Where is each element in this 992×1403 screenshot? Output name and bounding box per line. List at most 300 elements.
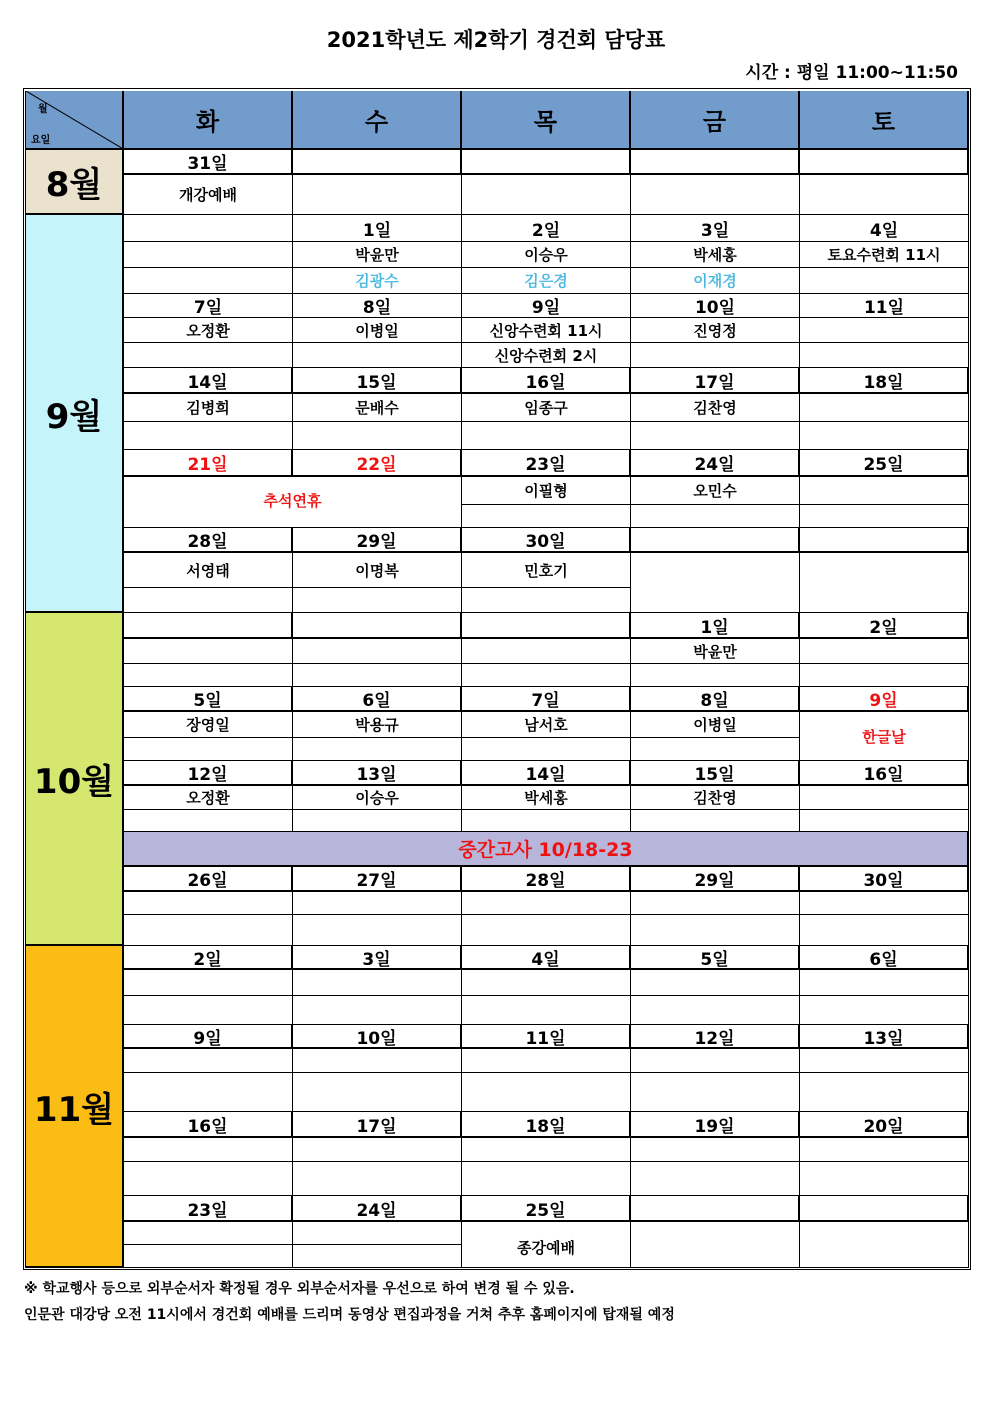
date-sep_w3-tue	[124, 368, 293, 394]
date-aug-sat	[800, 150, 969, 175]
name-nov_w2-sat	[800, 1049, 969, 1073]
name-sep_w5-tue	[124, 553, 293, 588]
date-oct_w1-tue	[124, 613, 293, 639]
date-nov_w3-tue-text: 16일	[187, 1116, 228, 1137]
date-nov_w4-thu-text: 25일	[525, 1200, 566, 1221]
date-nov_w4-wed	[293, 1196, 462, 1222]
name-nov_w3-fri	[631, 1162, 800, 1196]
date-oct_w3-thu	[462, 761, 631, 786]
name-aug-fri	[631, 175, 800, 215]
date-oct_w2-fri	[631, 687, 800, 712]
corner-cell	[25, 91, 124, 150]
date-sep_w2-wed	[293, 294, 462, 318]
date-nov_w4-thu	[462, 1196, 631, 1222]
name-sep_w4-sat	[800, 477, 969, 505]
date-oct_w5-tue	[124, 867, 293, 892]
name-sep_w2-sat	[800, 318, 969, 343]
date-nov_w1-fri-text: 5일	[700, 949, 729, 970]
date-oct_w2-sat-text: 9일	[869, 691, 898, 711]
name-sep_w5-wed	[293, 553, 462, 588]
month-label-1-text: 8월	[45, 165, 103, 205]
name-nov_w1-thu	[462, 996, 631, 1025]
day-header-3-text: 목	[533, 108, 558, 136]
name-oct_w1-sat	[800, 639, 969, 664]
date-sep_w5-tue-text: 28일	[187, 532, 228, 552]
month-label-3	[25, 613, 124, 946]
name-sep_w1-fri	[631, 242, 800, 268]
date-nov_w1-tue-text: 2일	[193, 949, 222, 970]
date-oct_w3-fri	[631, 761, 800, 786]
name-sep_w2-wed	[293, 343, 462, 368]
date-oct_w3-sat	[800, 761, 969, 786]
name-nov_w3-sat	[800, 1138, 969, 1162]
name-sep_w3-fri	[631, 422, 800, 450]
empty-nov_w4-wed-2	[293, 1245, 462, 1268]
name-oct_w2-fri	[631, 712, 800, 738]
date-sep_w2-sat-text: 11일	[863, 298, 905, 318]
name-oct_w3-thu-text: 박세홍	[524, 789, 568, 807]
day-header-5-text: 토	[871, 108, 896, 136]
date-sep_w4-tue	[124, 450, 293, 477]
date-nov_w2-tue	[124, 1025, 293, 1049]
name-nov_w3-wed	[293, 1138, 462, 1162]
date-nov_w3-wed-text: 17일	[356, 1116, 397, 1137]
date-oct_w2-wed	[293, 687, 462, 712]
date-sep_w1-sat-text: 4일	[869, 220, 899, 241]
date-sep_w4-tue-text: 21일	[187, 455, 228, 475]
name-sep_w2-thu	[462, 343, 631, 368]
name-sep_w2-thu-text: 신앙수련회 2시	[494, 346, 598, 365]
name-oct_w3-wed-text: 이승우	[355, 789, 399, 807]
date-sep_w1-thu-text: 2일	[531, 220, 561, 241]
name-sep_w2-fri	[631, 343, 800, 368]
date-nov_w3-sat-text: 20일	[863, 1116, 904, 1137]
date-nov_w4-fri	[631, 1196, 800, 1222]
name-sep_w3-thu	[462, 422, 631, 450]
date-sep_w2-wed-text: 8일	[362, 298, 392, 318]
date-sep_w5-tue	[124, 528, 293, 553]
name-sep_w3-wed	[293, 394, 462, 422]
name-sep_w4-fri	[631, 477, 800, 505]
name-sep_w3-tue-text: 김병희	[186, 399, 230, 417]
name-sep_w3-tue	[124, 394, 293, 422]
page-title: 2021학년도 제2학기 경건회 담당표	[326, 28, 666, 52]
date-aug-thu	[462, 150, 631, 175]
holiday-hangeul-text: 한글날	[862, 727, 906, 746]
name-oct_w5-tue	[124, 892, 293, 915]
date-oct_w3-tue-text: 12일	[187, 765, 228, 785]
name-sep_w1-sat	[800, 268, 969, 294]
name-aug-wed	[293, 175, 462, 215]
date-oct_w1-sat	[800, 613, 969, 639]
name-sep_w1-fri-text: 박세홍	[693, 246, 737, 264]
date-sep_w2-fri-text: 10일	[694, 298, 736, 318]
empty-nov_w4-fri	[631, 1222, 800, 1268]
name-oct_w2-wed	[293, 712, 462, 738]
date-sep_w1-wed-text: 1일	[362, 220, 392, 241]
date-sep_w1-fri	[631, 215, 800, 242]
name-aug-tue	[124, 175, 293, 215]
name-sep_w3-thu-text: 임종구	[524, 399, 568, 417]
date-nov_w2-fri-text: 12일	[694, 1028, 735, 1049]
date-aug-tue-text: 31일	[187, 154, 228, 174]
date-oct_w2-tue	[124, 687, 293, 712]
date-nov_w2-thu-text: 11일	[525, 1028, 566, 1049]
day-header-3	[462, 91, 631, 150]
name-nov_w1-wed	[293, 970, 462, 996]
date-oct_w3-tue	[124, 761, 293, 786]
name-oct_w5-wed	[293, 892, 462, 915]
date-oct_w3-fri-text: 15일	[694, 765, 735, 785]
date-oct_w2-thu	[462, 687, 631, 712]
name-nov_w1-thu	[462, 970, 631, 996]
name-nov_w2-wed	[293, 1049, 462, 1073]
name-oct_w1-sat	[800, 664, 969, 687]
date-nov_w2-wed-text: 10일	[356, 1028, 397, 1049]
date-sep_w1-sat	[800, 215, 969, 242]
date-nov_w1-thu	[462, 946, 631, 970]
date-nov_w4-tue-text: 23일	[187, 1200, 228, 1221]
name-sep_w4-thu	[462, 477, 631, 505]
date-sep_w5-wed	[293, 528, 462, 553]
name-oct_w1-thu	[462, 639, 631, 664]
date-sep_w3-fri-text: 17일	[694, 372, 735, 393]
name-sep_w2-wed	[293, 318, 462, 343]
name-nov_w1-tue	[124, 996, 293, 1025]
day-header-4-text: 금	[702, 108, 727, 136]
name-oct_w2-tue	[124, 712, 293, 738]
name-oct_w3-fri	[631, 786, 800, 810]
date-oct_w5-wed	[293, 867, 462, 892]
date-oct_w1-thu	[462, 613, 631, 639]
name-sep_w3-sat	[800, 422, 969, 450]
date-sep_w5-wed-text: 29일	[356, 532, 397, 552]
name-oct_w5-sat	[800, 915, 969, 946]
date-sep_w5-thu	[462, 528, 631, 553]
name-oct_w5-wed	[293, 915, 462, 946]
empty-nov_w4-wed	[293, 1222, 462, 1245]
name-sep_w4-sat	[800, 505, 969, 528]
name-sep_w4-fri	[631, 505, 800, 528]
name-oct_w3-sat	[800, 810, 969, 832]
date-nov_w1-thu-text: 4일	[531, 949, 560, 970]
date-nov_w1-fri	[631, 946, 800, 970]
date-nov_w4-tue	[124, 1196, 293, 1222]
date-sep_w4-sat-text: 25일	[863, 455, 904, 475]
name-sep_w1-fri-text: 이재경	[693, 272, 737, 290]
date-nov_w1-wed	[293, 946, 462, 970]
name-nov_w3-thu	[462, 1138, 631, 1162]
day-header-1	[124, 91, 293, 150]
name-nov_w1-sat	[800, 996, 969, 1025]
name-nov_w1-wed	[293, 996, 462, 1025]
name-sep_w1-wed-text: 김광수	[355, 272, 399, 290]
name-oct_w3-tue-text: 오정환	[186, 789, 230, 807]
name-oct_w3-tue	[124, 786, 293, 810]
name-oct_w2-thu-text: 남서호	[524, 716, 568, 734]
name-nov_w3-fri	[631, 1138, 800, 1162]
date-oct_w5-thu	[462, 867, 631, 892]
name-oct_w5-thu	[462, 892, 631, 915]
month-label-4-text: 11월	[33, 1089, 115, 1130]
name-oct_w5-tue	[124, 915, 293, 946]
date-nov_w3-fri	[631, 1112, 800, 1138]
holiday-chuseok	[124, 477, 462, 528]
name-nov_w3-wed	[293, 1162, 462, 1196]
name-oct_w5-sat	[800, 892, 969, 915]
date-sep_w5-sat	[800, 528, 969, 553]
date-sep_w4-wed-text: 22일	[356, 455, 397, 475]
date-sep_w2-tue	[124, 294, 293, 318]
name-sep_w4-thu	[462, 505, 631, 528]
name-nov_w3-tue	[124, 1162, 293, 1196]
date-nov_w3-fri-text: 19일	[694, 1116, 735, 1137]
date-sep_w1-wed	[293, 215, 462, 242]
date-aug-tue	[124, 150, 293, 175]
name-oct_w5-thu	[462, 915, 631, 946]
name-sep_w1-thu	[462, 268, 631, 294]
name-oct_w3-fri-text: 김찬영	[693, 789, 737, 807]
name-oct_w1-tue	[124, 664, 293, 687]
name-sep_w2-wed-text: 이병일	[355, 321, 399, 340]
name-sep_w2-fri-text: 진영정	[693, 321, 737, 340]
empty-sep_w5-fri	[631, 553, 800, 613]
name-aug-sat	[800, 175, 969, 215]
name-nov_w1-tue	[124, 970, 293, 996]
date-sep_w3-fri	[631, 368, 800, 394]
empty-sep_w5-thu	[462, 588, 631, 613]
date-sep_w1-fri-text: 3일	[700, 220, 730, 241]
name-sep_w2-tue-text: 오정환	[186, 321, 230, 340]
footnote-1: ※ 학교행사 등으로 외부순서자 확정될 경우 외부순서자를 우선으로 하여 변경 될 수 있음.	[24, 1281, 575, 1297]
date-oct_w1-wed	[293, 613, 462, 639]
name-nov_w2-wed	[293, 1073, 462, 1112]
date-oct_w2-wed-text: 6일	[362, 691, 391, 711]
month-label-4	[25, 946, 124, 1268]
day-header-2-text: 수	[364, 108, 389, 136]
name-sep_w3-tue	[124, 422, 293, 450]
date-sep_w3-thu	[462, 368, 631, 394]
name-oct_w1-wed	[293, 639, 462, 664]
date-sep_w5-fri	[631, 528, 800, 553]
name-nov_w3-sat	[800, 1162, 969, 1196]
date-nov_w3-thu-text: 18일	[525, 1116, 566, 1137]
name-nov_w2-sat	[800, 1073, 969, 1112]
date-sep_w4-wed	[293, 450, 462, 477]
month-label-2-text: 9월	[45, 396, 103, 437]
month-label-2	[25, 215, 124, 613]
date-sep_w2-thu-text: 9일	[531, 298, 561, 318]
name-sep_w1-thu-text: 김은경	[524, 272, 568, 290]
name-sep_w1-sat	[800, 242, 969, 268]
name-sep_w1-tue	[124, 268, 293, 294]
name-oct_w3-tue	[124, 810, 293, 832]
name-sep_w3-sat	[800, 394, 969, 422]
name-aug-tue-text: 개강예배	[179, 186, 237, 204]
name-nov_w2-tue	[124, 1049, 293, 1073]
name-nov_w3-thu	[462, 1162, 631, 1196]
empty-sep_w5-tue	[124, 588, 293, 613]
date-sep_w1-thu	[462, 215, 631, 242]
name-oct_w1-fri	[631, 639, 800, 664]
date-nov_w2-thu	[462, 1025, 631, 1049]
empty-nov_w4-sat	[800, 1222, 969, 1268]
date-sep_w2-thu	[462, 294, 631, 318]
day-header-4	[631, 91, 800, 150]
date-oct_w1-sat-text: 2일	[869, 617, 898, 638]
date-oct_w3-wed-text: 13일	[356, 765, 397, 785]
date-oct_w5-thu-text: 28일	[525, 871, 566, 891]
date-oct_w1-fri-text: 1일	[700, 617, 729, 638]
date-oct_w2-tue-text: 5일	[193, 691, 222, 711]
date-nov_w4-wed-text: 24일	[356, 1200, 397, 1221]
name-sep_w5-thu-text: 민호기	[524, 561, 568, 580]
name-sep_w1-wed	[293, 268, 462, 294]
date-aug-fri	[631, 150, 800, 175]
date-sep_w2-tue-text: 7일	[193, 298, 223, 318]
date-nov_w2-sat	[800, 1025, 969, 1049]
empty-nov_w4-tue-2	[124, 1245, 293, 1268]
date-sep_w2-fri	[631, 294, 800, 318]
day-header-1-text: 화	[195, 108, 220, 136]
empty-sep_w5-wed	[293, 588, 462, 613]
name-sep_w5-wed-text: 이명복	[355, 561, 399, 580]
name-oct_w1-thu	[462, 664, 631, 687]
date-nov_w2-fri	[631, 1025, 800, 1049]
date-nov_w3-sat	[800, 1112, 969, 1138]
date-nov_w3-tue	[124, 1112, 293, 1138]
name-nov_w2-thu	[462, 1073, 631, 1112]
name-nov_w2-fri	[631, 1073, 800, 1112]
name-sep_w4-fri-text: 오민수	[693, 482, 737, 500]
name-oct_w3-thu	[462, 786, 631, 810]
date-oct_w5-tue-text: 26일	[187, 871, 228, 891]
corner-day-label: 요일	[31, 135, 51, 146]
date-aug-wed	[293, 150, 462, 175]
date-oct_w3-wed	[293, 761, 462, 786]
date-sep_w3-wed	[293, 368, 462, 394]
date-sep_w3-sat	[800, 368, 969, 394]
date-nov_w1-sat-text: 6일	[869, 949, 898, 970]
name-aug-thu	[462, 175, 631, 215]
name-oct_w2-tue-text: 장영일	[186, 716, 230, 734]
name-sep_w2-tue	[124, 343, 293, 368]
name-sep_w3-fri-text: 김찬영	[693, 399, 737, 417]
name-sep_w3-wed	[293, 422, 462, 450]
name-sep_w3-wed-text: 문배수	[355, 399, 399, 417]
day-header-5	[800, 91, 969, 150]
date-nov_w2-sat-text: 13일	[863, 1028, 904, 1049]
name-sep_w3-fri	[631, 394, 800, 422]
name-oct_w5-fri	[631, 915, 800, 946]
date-oct_w5-sat	[800, 867, 969, 892]
day-header-2	[293, 91, 462, 150]
date-sep_w5-thu-text: 30일	[525, 532, 566, 552]
closing-worship	[462, 1222, 631, 1268]
date-sep_w3-sat-text: 18일	[863, 372, 904, 393]
name-oct_w2-fri-text: 이병일	[693, 716, 737, 734]
corner-month-label: 월	[38, 104, 48, 115]
name-oct_w3-sat	[800, 786, 969, 810]
name-sep_w2-sat	[800, 343, 969, 368]
date-oct_w2-sat	[800, 687, 969, 712]
name-sep_w1-wed	[293, 242, 462, 268]
date-sep_w1-tue	[124, 215, 293, 242]
date-oct_w2-fri-text: 8일	[700, 691, 729, 711]
date-sep_w3-tue-text: 14일	[187, 372, 228, 393]
date-sep_w4-sat	[800, 450, 969, 477]
name-oct_w2-tue	[124, 738, 293, 761]
name-oct_w2-thu	[462, 738, 631, 761]
date-sep_w4-thu	[462, 450, 631, 477]
name-sep_w5-thu	[462, 553, 631, 588]
holiday-chuseok-text: 추석연휴	[263, 491, 322, 510]
name-oct_w3-wed	[293, 786, 462, 810]
name-sep_w1-fri	[631, 268, 800, 294]
date-sep_w2-sat	[800, 294, 969, 318]
date-sep_w4-thu-text: 23일	[525, 455, 566, 475]
month-label-1	[25, 150, 124, 215]
date-nov_w3-thu	[462, 1112, 631, 1138]
date-sep_w3-wed-text: 15일	[356, 372, 397, 393]
name-sep_w1-thu	[462, 242, 631, 268]
name-oct_w2-fri	[631, 738, 800, 761]
midterm-banner	[124, 832, 969, 867]
date-sep_w3-thu-text: 16일	[525, 372, 566, 393]
name-sep_w5-tue-text: 서영태	[186, 561, 230, 580]
name-sep_w3-thu	[462, 394, 631, 422]
date-nov_w1-wed-text: 3일	[362, 949, 391, 970]
name-sep_w2-thu-text: 신앙수련회 11시	[489, 321, 603, 340]
date-nov_w1-sat	[800, 946, 969, 970]
date-oct_w1-fri	[631, 613, 800, 639]
name-oct_w1-wed	[293, 664, 462, 687]
name-oct_w3-wed	[293, 810, 462, 832]
date-nov_w2-tue-text: 9일	[193, 1028, 222, 1049]
name-sep_w1-sat-text: 토요수련회 11시	[827, 246, 941, 264]
name-sep_w1-wed-text: 박윤만	[355, 246, 399, 264]
month-label-3-text: 10월	[33, 762, 115, 802]
name-nov_w1-fri	[631, 996, 800, 1025]
date-nov_w3-wed	[293, 1112, 462, 1138]
name-nov_w1-fri	[631, 970, 800, 996]
date-oct_w5-fri	[631, 867, 800, 892]
name-sep_w2-fri	[631, 318, 800, 343]
name-nov_w2-tue	[124, 1073, 293, 1112]
name-oct_w5-fri	[631, 892, 800, 915]
date-nov_w1-tue	[124, 946, 293, 970]
name-nov_w2-fri	[631, 1049, 800, 1073]
date-nov_w2-wed	[293, 1025, 462, 1049]
name-oct_w1-tue	[124, 639, 293, 664]
date-oct_w3-sat-text: 16일	[863, 765, 904, 785]
date-nov_w4-sat	[800, 1196, 969, 1222]
name-sep_w1-tue	[124, 242, 293, 268]
holiday-hangeul	[800, 712, 969, 761]
name-oct_w2-wed-text: 박용규	[355, 716, 399, 734]
date-sep_w4-fri	[631, 450, 800, 477]
name-sep_w4-thu-text: 이필형	[524, 482, 568, 500]
name-oct_w2-thu	[462, 712, 631, 738]
empty-sep_w5-sat	[800, 553, 969, 613]
name-sep_w2-tue	[124, 318, 293, 343]
date-oct_w5-wed-text: 27일	[356, 871, 397, 891]
name-oct_w1-fri	[631, 664, 800, 687]
date-oct_w5-fri-text: 29일	[694, 871, 735, 891]
name-oct_w1-fri-text: 박윤만	[693, 642, 737, 661]
name-oct_w2-wed	[293, 738, 462, 761]
name-sep_w1-thu-text: 이승우	[524, 246, 568, 264]
